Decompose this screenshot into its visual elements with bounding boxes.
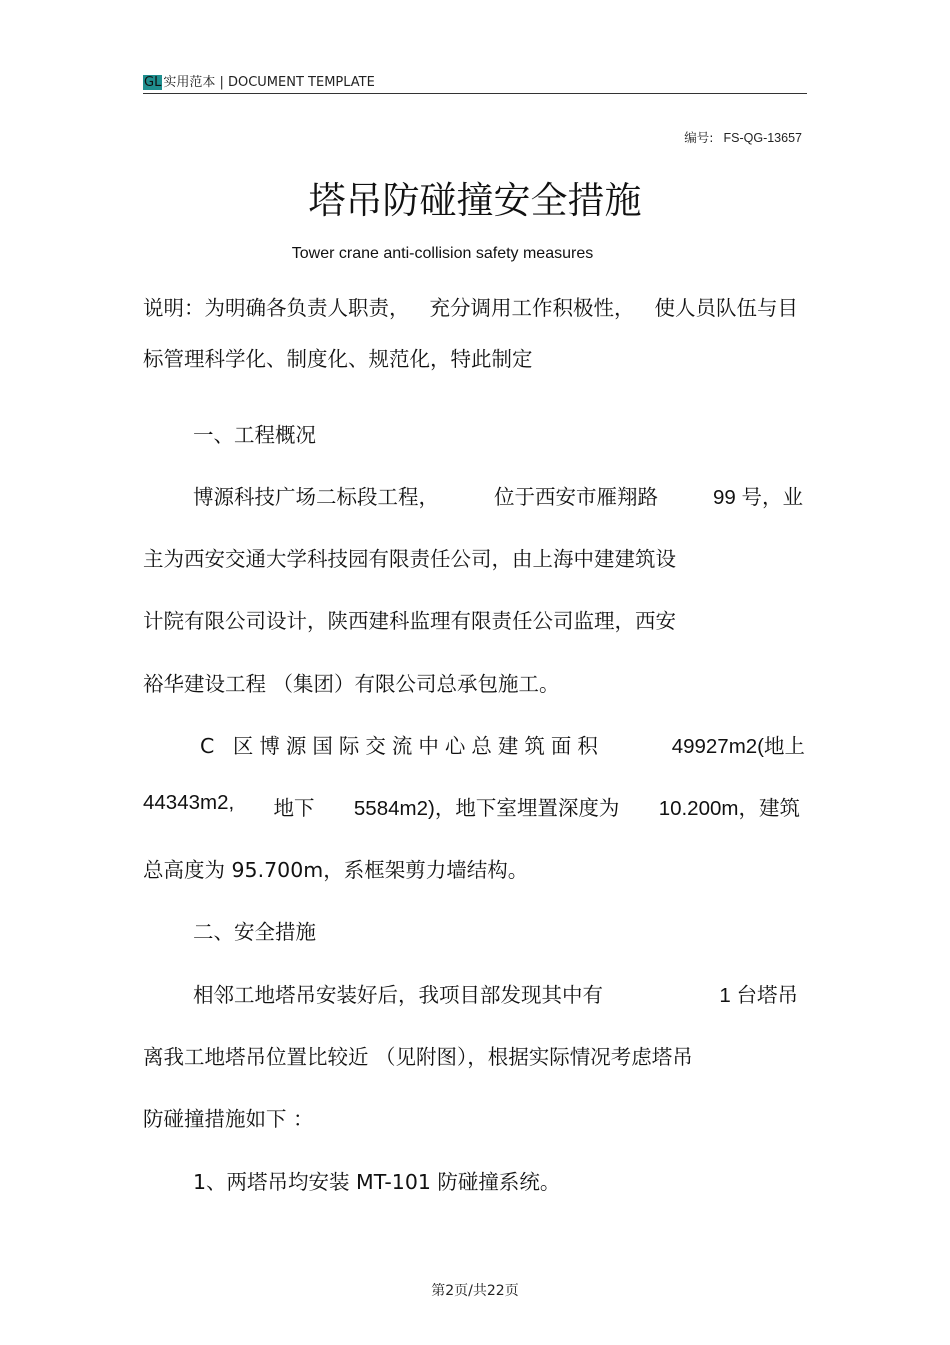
intro-line-2: 标管理科学化、制度化、规范化，特此制定 <box>143 347 533 371</box>
intro-part-b: 充分调用工作积极性， <box>429 296 635 320</box>
section-1-p1-line-2: 主为西安交通大学科技园有限责任公司，由上海中建建筑设 <box>143 547 676 571</box>
section-2-item-1: 1、两塔吊均安装 MT-101 防碰撞系统。 <box>193 1170 561 1194</box>
section-1-p2-line-3: 总高度为 95.700m，系框架剪力墙结构。 <box>143 858 529 882</box>
document-subtitle: Tower crane anti-collision safety measures <box>291 245 594 262</box>
header-divider <box>143 93 807 94</box>
document-title: 塔吊防碰撞安全措施 <box>308 179 642 222</box>
section-2-p1-line-3: 防碰撞措施如下 ： <box>143 1107 314 1131</box>
section-1-p1-line-4: 裕华建设工程 （集团）有限公司总承包施工。 <box>143 672 560 696</box>
section-1-p2-line-2 <box>143 791 800 821</box>
doc-number-value: FS-QG-13657 <box>723 131 802 145</box>
section-1-p1-line-1 <box>193 480 803 510</box>
section-1-p2-line-1 <box>200 729 805 759</box>
intro-part-a: 说明：为明确各负责人职责， <box>143 296 410 320</box>
document-number <box>684 128 802 146</box>
text-span: 5584m2)，地下室埋置深度为 <box>353 797 620 820</box>
text-span: 1 台塔吊 <box>719 984 798 1007</box>
section-2-p1-line-2: 离我工地塔吊位置比较近 （见附图），根据实际情况考虑塔吊 <box>143 1045 693 1069</box>
logo-badge: GL <box>144 75 162 90</box>
text-span: C 区博源国际交流中心总建筑面积 <box>200 734 604 758</box>
page-footer: 第2页/共22页 <box>431 1283 519 1299</box>
text-span: 相邻工地塔吊安装好后，我项目部发现其中有 <box>193 983 603 1007</box>
section-2-heading: 二、安全措施 <box>193 920 316 944</box>
intro-line-1 <box>143 291 798 321</box>
intro-part-c: 使人员队伍与目 <box>654 296 798 320</box>
section-1-p1-line-3: 计院有限公司设计，陕西建科监理有限责任公司监理，西安 <box>143 609 676 633</box>
text-span: 10.200m，建筑 <box>658 797 800 820</box>
text-span: 99 号，业 <box>713 486 803 509</box>
text-span: 位于西安市雁翔路 <box>494 485 658 509</box>
section-1-heading: 一、工程概况 <box>193 423 316 447</box>
text-span: 44343m2, <box>143 791 235 814</box>
page-header <box>143 71 375 90</box>
doc-number-label: 编号: <box>684 130 714 145</box>
section-2-p1-line-1 <box>193 978 798 1008</box>
header-text: 实用范本 | DOCUMENT TEMPLATE <box>163 75 375 90</box>
text-span: 博源科技广场二标段工程， <box>193 485 439 509</box>
text-span: 地下 <box>273 796 315 820</box>
text-span: 49927m2(地上 <box>671 735 805 758</box>
